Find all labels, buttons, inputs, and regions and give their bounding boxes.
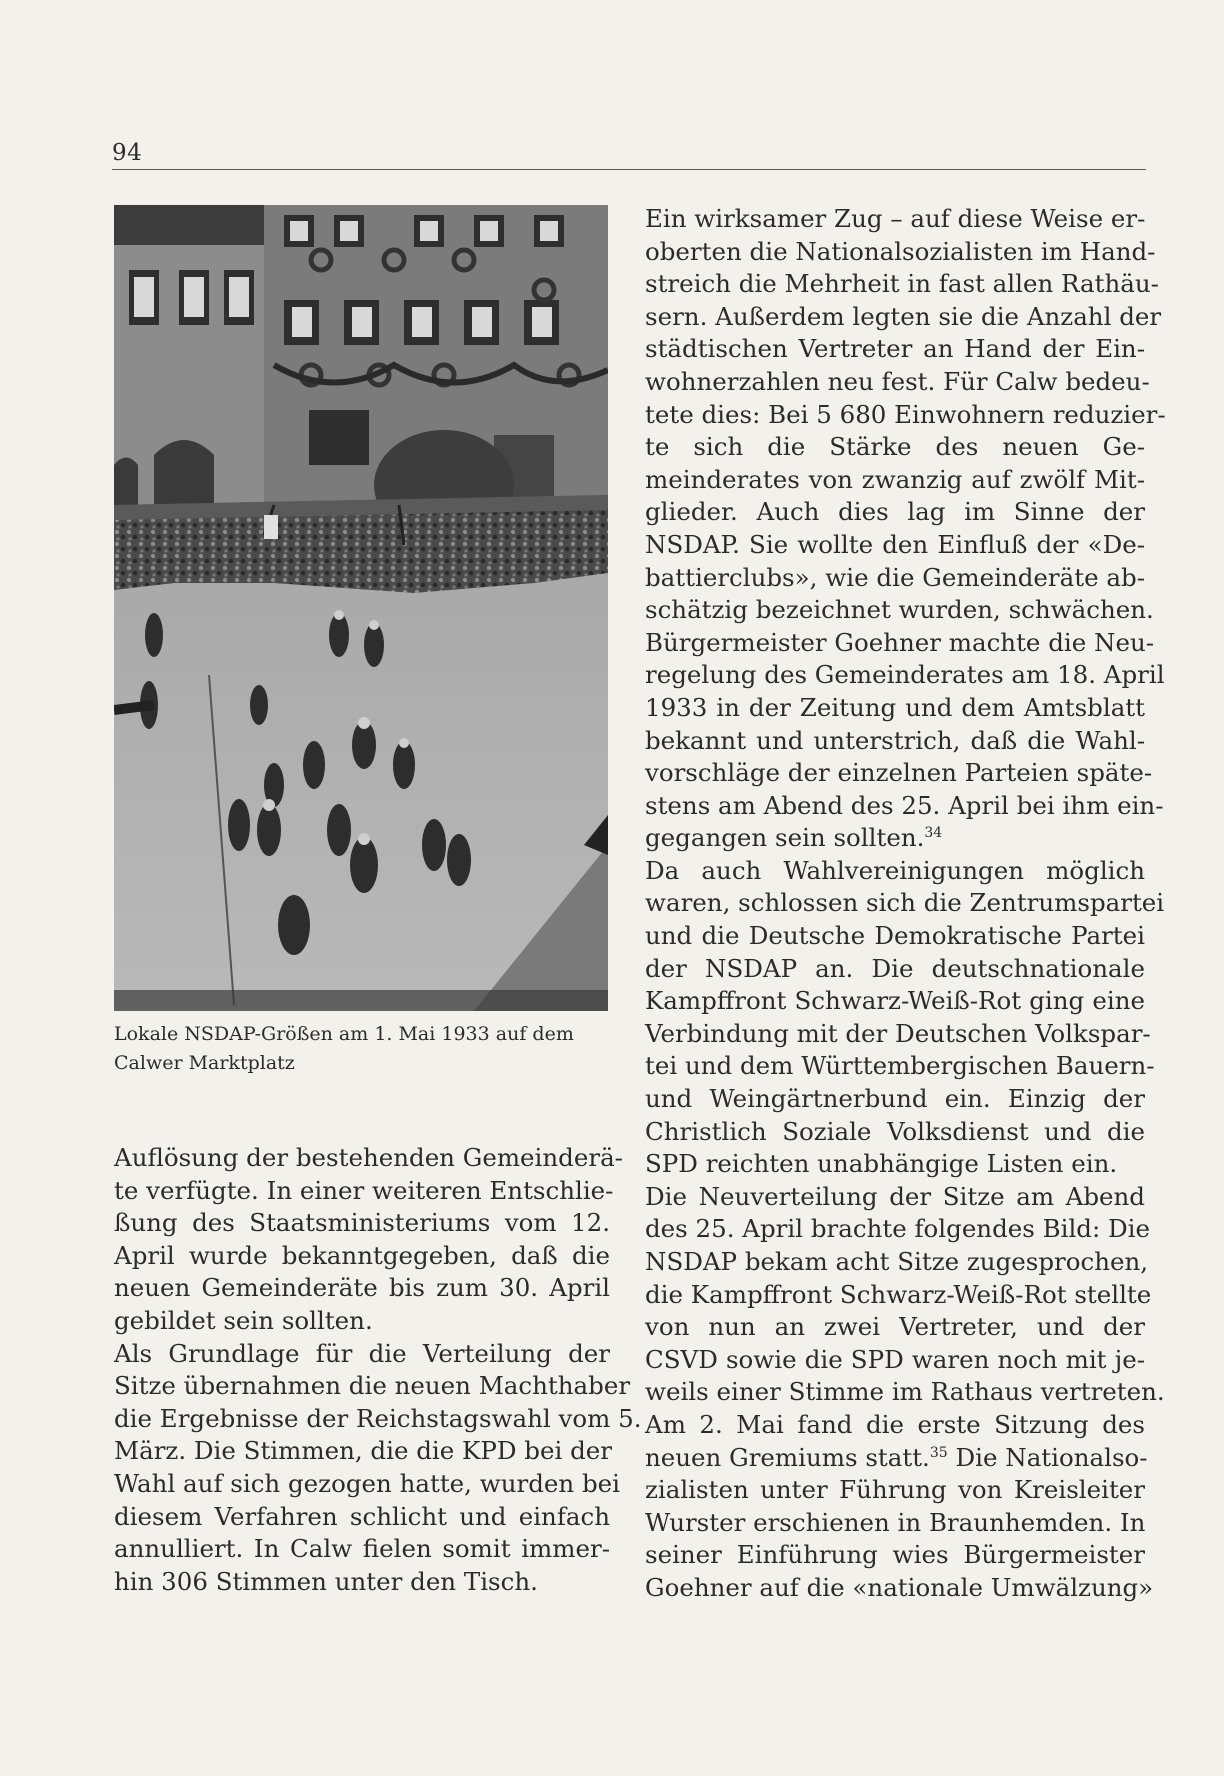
text-line: tei und dem Württembergischen Bauern- [645,1051,1155,1081]
text-line: streich die Mehrheit in fast allen Rathäu- [645,269,1159,299]
text-line: regelung des Gemeinderates am 18. April [645,660,1165,690]
text-line: bekannt und unterstrich, daß die Wahl- [645,725,1145,755]
text-line: stens am Abend des 25. April bei ihm ein- [645,790,1164,820]
text-line: und Weingärtnerbund ein. Einzig der [645,1084,1145,1114]
text-line: Goehner auf die «nationale Umwälzung» [645,1572,1154,1602]
text-line: Christlich Soziale Volksdienst und die [645,1116,1145,1146]
text-line: neuen Gemeinderäte bis zum 30. April [114,1273,610,1303]
text-line: März. Die Stimmen, die die KPD bei der [114,1436,612,1466]
text-line: Sitze übernahmen die neuen Machthaber [114,1371,631,1401]
text-line-content: neuen Gremiums statt. [645,1442,930,1472]
text-line: te verfügte. In einer weiteren Entschlie- [114,1175,614,1205]
text-line: waren, schlossen sich die Zentrumspartei [645,888,1165,918]
text-line: schätzig bezeichnet wurden, schwächen. [645,595,1154,625]
text-line: 1933 in der Zeitung und dem Amtsblatt [645,692,1145,722]
text-line: NSDAP. Sie wollte den Einfluß der «De- [645,529,1145,559]
text-line: tete dies: Bei 5 680 Einwohnern reduzier- [645,399,1166,429]
text-line: die Kampffront Schwarz-Weiß-Rot stellte [645,1279,1152,1309]
footnote-marker: 34 [924,825,943,842]
text-line: Bürgermeister Goehner machte die Neu- [645,627,1155,657]
caption-line: Lokale NSDAP-Größen am 1. Mai 1933 auf dem [114,1023,574,1045]
page-number: 94 [112,140,143,166]
text-line: CSVD sowie die SPD waren noch mit je- [645,1344,1145,1374]
text-line: Auflösung der bestehenden Gemeinderä- [114,1143,623,1172]
text-line: meinderates von zwanzig auf zwölf Mit- [645,464,1145,494]
photo-marketplace-rally-icon [114,205,608,1011]
text-line: der NSDAP an. Die deutschnationale [645,953,1145,983]
figure-caption [114,1020,614,1078]
text-line: Wahl auf sich gezogen hatte, wurden bei [114,1468,620,1498]
text-line: wohnerzahlen neu fest. Für Calw bedeu- [645,366,1150,396]
text-line: Kampffront Schwarz-Weiß-Rot ging eine [645,986,1145,1016]
text-line: weils einer Stimme im Rathaus vertreten. [645,1377,1165,1407]
text-line: sern. Außerdem legten sie die Anzahl der [645,301,1162,331]
text-line: SPD reichten unabhängige Listen ein. [645,1149,1118,1179]
text-line: Am 2. Mai fand die erste Sitzung des [645,1409,1145,1439]
text-line: annulliert. In Calw fielen somit immer- [114,1534,610,1564]
text-line: und die Deutsche Demokratische Partei [645,921,1145,951]
text-line: NSDAP bekam acht Sitze zugesprochen, [645,1247,1149,1276]
text-line: von nun an zwei Vertreter, und der [645,1312,1145,1342]
text-line: zialisten unter Führung von Kreisleiter [645,1475,1145,1505]
footnote-marker: 35 [929,1444,948,1461]
header-rule [112,169,1146,170]
text-line: seiner Einführung wies Bürgermeister [645,1540,1145,1570]
text-line: Wurster erschienen in Braunhemden. In [645,1507,1146,1537]
text-line-content: Die Nationalso- [955,1442,1148,1472]
text-line: des 25. April brachte folgendes Bild: Die [645,1214,1151,1244]
historical-photo [114,205,608,1011]
text-line: Ein wirksamer Zug – auf diese Weise er- [645,204,1146,233]
text-line: glieder. Auch dies lag im Sinne der [645,497,1145,527]
text-line: te sich die Stärke des neuen Ge- [645,432,1145,462]
text-line: städtischen Vertreter an Hand der Ein- [645,334,1145,364]
text-line [645,1442,1148,1475]
text-line [645,822,1145,855]
text-line: diesem Verfahren schlicht und einfach [114,1501,610,1531]
text-line: vorschläge der einzelnen Parteien späte- [645,758,1153,788]
text-line: Als Grundlage für die Verteilung der [114,1338,610,1368]
left-column [114,1142,642,1598]
text-line: battierclubs», wie die Gemeinderäte ab- [645,562,1145,592]
right-column [645,203,1166,1605]
caption-line: Calwer Marktplatz [114,1052,295,1074]
text-line: April wurde bekanntgegeben, daß die [114,1240,610,1270]
text-line: die Ergebnisse der Reichstagswahl vom 5. [114,1403,642,1433]
text-line: hin 306 Stimmen unter den Tisch. [114,1566,538,1596]
text-line: Da auch Wahlvereinigungen möglich [645,855,1145,885]
text-line: Verbindung mit der Deutschen Volkspar- [645,1018,1151,1048]
text-line: gebildet sein sollten. [114,1305,373,1335]
text-line: oberten die Nationalsozialisten im Hand- [645,236,1156,266]
text-line-content: gegangen sein sollten. [645,823,925,853]
text-line: ßung des Staatsministeriums vom 12. [114,1208,610,1238]
text-line: Die Neuverteilung der Sitze am Abend [645,1181,1145,1211]
